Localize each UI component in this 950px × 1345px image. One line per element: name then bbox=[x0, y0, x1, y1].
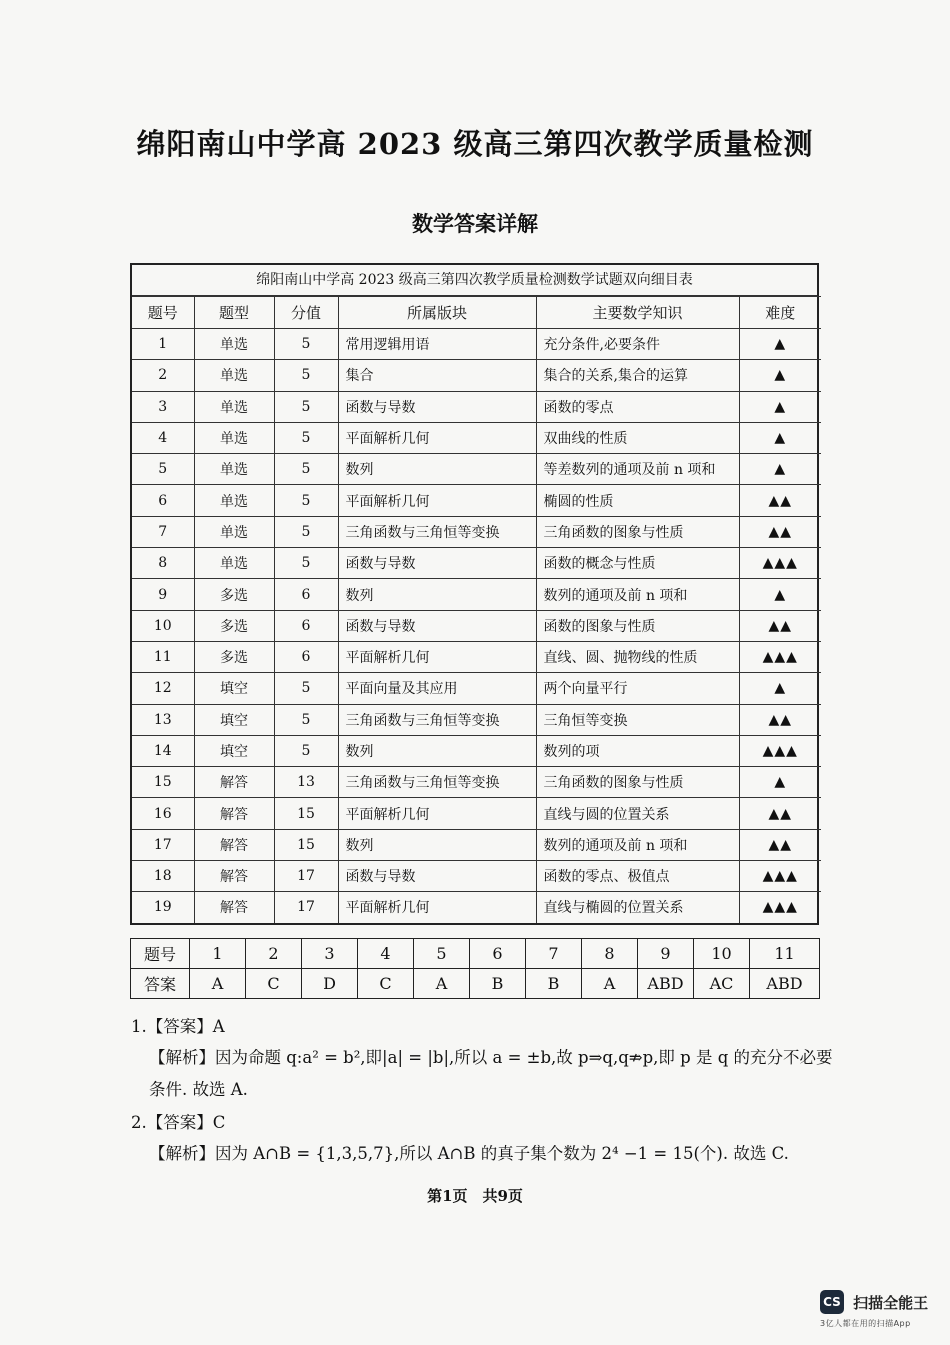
answer-question-number: 4 bbox=[358, 939, 414, 969]
row-section: 函数与导数 bbox=[338, 861, 536, 892]
row-type: 单选 bbox=[194, 454, 274, 485]
watermark-tagline: 3亿人都在用的扫描App bbox=[820, 1319, 911, 1328]
row-section: 平面解析几何 bbox=[338, 485, 536, 516]
answer-label-answer: 答案 bbox=[131, 969, 190, 999]
solution-2-answer: 2.【答案】C bbox=[131, 1113, 226, 1132]
header-type: 题型 bbox=[194, 297, 274, 329]
row-type: 填空 bbox=[194, 704, 274, 735]
table-row bbox=[132, 861, 821, 892]
table-row bbox=[132, 548, 821, 579]
answer-question-row bbox=[131, 939, 820, 969]
answer-value: A bbox=[414, 969, 470, 999]
row-type: 单选 bbox=[194, 360, 274, 391]
solution-2-analysis: 【解析】因为 A∩B = {1,3,5,7},所以 A∩B 的真子集个数为 2⁴ −1 = 15(个). 故选 C. bbox=[149, 1144, 789, 1163]
answer-label-question: 题号 bbox=[131, 939, 190, 969]
row-section: 函数与导数 bbox=[338, 391, 536, 422]
answer-value-row bbox=[131, 969, 820, 999]
row-type: 解答 bbox=[194, 892, 274, 923]
row-difficulty: ▲▲▲ bbox=[739, 735, 821, 766]
solution-1-analysis-cont: 条件. 故选 A. bbox=[149, 1080, 248, 1099]
answer-question-number: 5 bbox=[414, 939, 470, 969]
answer-value: ABD bbox=[750, 969, 820, 999]
row-type: 解答 bbox=[194, 861, 274, 892]
row-type: 多选 bbox=[194, 610, 274, 641]
row-knowledge: 等差数列的通项及前 n 项和 bbox=[536, 454, 739, 485]
row-number: 11 bbox=[132, 641, 194, 672]
row-difficulty: ▲ bbox=[739, 422, 821, 453]
row-score: 5 bbox=[274, 673, 338, 704]
answer-value: A bbox=[190, 969, 246, 999]
answer-question-number: 9 bbox=[638, 939, 694, 969]
table-row bbox=[132, 610, 821, 641]
row-type: 解答 bbox=[194, 767, 274, 798]
row-score: 5 bbox=[274, 735, 338, 766]
row-score: 15 bbox=[274, 798, 338, 829]
row-number: 2 bbox=[132, 360, 194, 391]
row-score: 5 bbox=[274, 360, 338, 391]
row-knowledge: 双曲线的性质 bbox=[536, 422, 739, 453]
table-row bbox=[132, 641, 821, 672]
row-section: 数列 bbox=[338, 735, 536, 766]
table-row bbox=[132, 673, 821, 704]
solution-1-answer: 1.【答案】A bbox=[131, 1017, 225, 1036]
row-section: 三角函数与三角恒等变换 bbox=[338, 767, 536, 798]
row-score: 5 bbox=[274, 485, 338, 516]
row-type: 单选 bbox=[194, 391, 274, 422]
row-section: 三角函数与三角恒等变换 bbox=[338, 516, 536, 547]
row-number: 15 bbox=[132, 767, 194, 798]
answer-question-number: 10 bbox=[694, 939, 750, 969]
row-number: 3 bbox=[132, 391, 194, 422]
answer-value: B bbox=[526, 969, 582, 999]
row-difficulty: ▲▲▲ bbox=[739, 892, 821, 923]
table-row bbox=[132, 704, 821, 735]
row-type: 填空 bbox=[194, 673, 274, 704]
row-number: 8 bbox=[132, 548, 194, 579]
row-section: 平面向量及其应用 bbox=[338, 673, 536, 704]
row-knowledge: 直线与椭圆的位置关系 bbox=[536, 892, 739, 923]
row-knowledge: 集合的关系,集合的运算 bbox=[536, 360, 739, 391]
row-knowledge: 数列的通项及前 n 项和 bbox=[536, 579, 739, 610]
row-score: 5 bbox=[274, 548, 338, 579]
row-type: 单选 bbox=[194, 516, 274, 547]
row-section: 平面解析几何 bbox=[338, 892, 536, 923]
row-knowledge: 直线与圆的位置关系 bbox=[536, 798, 739, 829]
row-knowledge: 直线、圆、抛物线的性质 bbox=[536, 641, 739, 672]
answer-question-number: 1 bbox=[190, 939, 246, 969]
table-row bbox=[132, 360, 821, 391]
row-type: 多选 bbox=[194, 579, 274, 610]
row-knowledge: 函数的零点 bbox=[536, 391, 739, 422]
row-number: 10 bbox=[132, 610, 194, 641]
row-score: 13 bbox=[274, 767, 338, 798]
table-row bbox=[132, 422, 821, 453]
row-score: 17 bbox=[274, 892, 338, 923]
row-section: 数列 bbox=[338, 829, 536, 860]
row-section: 平面解析几何 bbox=[338, 641, 536, 672]
row-score: 5 bbox=[274, 516, 338, 547]
table-row bbox=[132, 485, 821, 516]
row-number: 14 bbox=[132, 735, 194, 766]
scanner-watermark bbox=[820, 1290, 928, 1329]
row-difficulty: ▲▲ bbox=[739, 798, 821, 829]
row-score: 5 bbox=[274, 704, 338, 735]
table-row bbox=[132, 579, 821, 610]
row-number: 1 bbox=[132, 329, 194, 360]
spec-table-caption: 绵阳南山中学高 2023 级高三第四次教学质量检测数学试题双向细目表 bbox=[132, 265, 817, 296]
table-row bbox=[132, 516, 821, 547]
answer-value: B bbox=[470, 969, 526, 999]
row-type: 多选 bbox=[194, 641, 274, 672]
header-score: 分值 bbox=[274, 297, 338, 329]
page-footer: 第1页 共9页 bbox=[427, 1187, 523, 1205]
row-type: 单选 bbox=[194, 329, 274, 360]
table-row bbox=[132, 892, 821, 923]
row-section: 集合 bbox=[338, 360, 536, 391]
row-section: 函数与导数 bbox=[338, 610, 536, 641]
table-row bbox=[132, 767, 821, 798]
row-knowledge: 数列的项 bbox=[536, 735, 739, 766]
row-type: 单选 bbox=[194, 548, 274, 579]
answer-question-number: 6 bbox=[470, 939, 526, 969]
row-section: 常用逻辑用语 bbox=[338, 329, 536, 360]
answer-value: AC bbox=[694, 969, 750, 999]
row-section: 函数与导数 bbox=[338, 548, 536, 579]
row-section: 数列 bbox=[338, 579, 536, 610]
row-number: 4 bbox=[132, 422, 194, 453]
row-number: 16 bbox=[132, 798, 194, 829]
answer-value: D bbox=[302, 969, 358, 999]
header-number: 题号 bbox=[132, 297, 194, 329]
row-number: 12 bbox=[132, 673, 194, 704]
answer-value: ABD bbox=[638, 969, 694, 999]
row-difficulty: ▲ bbox=[739, 360, 821, 391]
row-number: 18 bbox=[132, 861, 194, 892]
camscanner-logo-icon: CS bbox=[820, 1290, 844, 1314]
row-number: 5 bbox=[132, 454, 194, 485]
header-difficulty: 难度 bbox=[739, 297, 821, 329]
answer-question-number: 3 bbox=[302, 939, 358, 969]
row-knowledge: 三角恒等变换 bbox=[536, 704, 739, 735]
row-difficulty: ▲ bbox=[739, 329, 821, 360]
answer-value: C bbox=[358, 969, 414, 999]
answer-question-number: 7 bbox=[526, 939, 582, 969]
table-row bbox=[132, 735, 821, 766]
row-type: 填空 bbox=[194, 735, 274, 766]
table-row bbox=[132, 829, 821, 860]
answer-question-number: 8 bbox=[582, 939, 638, 969]
row-knowledge: 函数的图象与性质 bbox=[536, 610, 739, 641]
answer-question-number: 2 bbox=[246, 939, 302, 969]
spec-table-body bbox=[132, 329, 821, 923]
spec-table-grid bbox=[132, 296, 821, 923]
row-difficulty: ▲▲ bbox=[739, 485, 821, 516]
row-number: 7 bbox=[132, 516, 194, 547]
row-number: 17 bbox=[132, 829, 194, 860]
row-number: 9 bbox=[132, 579, 194, 610]
row-knowledge: 两个向量平行 bbox=[536, 673, 739, 704]
row-knowledge: 数列的通项及前 n 项和 bbox=[536, 829, 739, 860]
document-subtitle: 数学答案详解 bbox=[412, 211, 538, 236]
row-knowledge: 三角函数的图象与性质 bbox=[536, 767, 739, 798]
row-number: 13 bbox=[132, 704, 194, 735]
answer-value: C bbox=[246, 969, 302, 999]
row-number: 19 bbox=[132, 892, 194, 923]
row-number: 6 bbox=[132, 485, 194, 516]
row-type: 解答 bbox=[194, 798, 274, 829]
row-knowledge: 充分条件,必要条件 bbox=[536, 329, 739, 360]
table-row bbox=[132, 391, 821, 422]
row-score: 5 bbox=[274, 391, 338, 422]
row-difficulty: ▲▲ bbox=[739, 610, 821, 641]
row-score: 6 bbox=[274, 610, 338, 641]
row-type: 解答 bbox=[194, 829, 274, 860]
row-score: 15 bbox=[274, 829, 338, 860]
answer-table bbox=[130, 938, 819, 999]
row-section: 三角函数与三角恒等变换 bbox=[338, 704, 536, 735]
document-title: 绵阳南山中学高 2023 级高三第四次教学质量检测 bbox=[136, 127, 814, 161]
spec-table bbox=[130, 263, 819, 925]
row-type: 单选 bbox=[194, 485, 274, 516]
table-row bbox=[132, 454, 821, 485]
row-knowledge: 三角函数的图象与性质 bbox=[536, 516, 739, 547]
row-difficulty: ▲▲▲ bbox=[739, 548, 821, 579]
row-score: 17 bbox=[274, 861, 338, 892]
row-knowledge: 函数的零点、极值点 bbox=[536, 861, 739, 892]
answer-question-number: 11 bbox=[750, 939, 820, 969]
row-difficulty: ▲▲▲ bbox=[739, 641, 821, 672]
table-row bbox=[132, 329, 821, 360]
row-knowledge: 函数的概念与性质 bbox=[536, 548, 739, 579]
row-type: 单选 bbox=[194, 422, 274, 453]
row-score: 5 bbox=[274, 329, 338, 360]
row-score: 6 bbox=[274, 641, 338, 672]
row-knowledge: 椭圆的性质 bbox=[536, 485, 739, 516]
spec-table-header-row bbox=[132, 297, 821, 329]
watermark-name: 扫描全能王 bbox=[853, 1293, 929, 1312]
row-difficulty: ▲▲ bbox=[739, 704, 821, 735]
row-difficulty: ▲▲ bbox=[739, 829, 821, 860]
row-score: 5 bbox=[274, 454, 338, 485]
row-difficulty: ▲ bbox=[739, 391, 821, 422]
row-difficulty: ▲▲ bbox=[739, 516, 821, 547]
row-difficulty: ▲ bbox=[739, 454, 821, 485]
solution-1-analysis: 【解析】因为命题 q:a² = b²,即|a| = |b|,所以 a = ±b,故 p⇒q,q⇏p,即 p 是 q 的充分不必要 bbox=[149, 1048, 833, 1067]
header-knowledge: 主要数学知识 bbox=[536, 297, 739, 329]
header-section: 所属版块 bbox=[338, 297, 536, 329]
row-section: 平面解析几何 bbox=[338, 422, 536, 453]
answer-table-grid bbox=[130, 938, 820, 999]
row-score: 6 bbox=[274, 579, 338, 610]
row-difficulty: ▲ bbox=[739, 767, 821, 798]
row-section: 平面解析几何 bbox=[338, 798, 536, 829]
answer-value: A bbox=[582, 969, 638, 999]
row-difficulty: ▲ bbox=[739, 673, 821, 704]
row-score: 5 bbox=[274, 422, 338, 453]
table-row bbox=[132, 798, 821, 829]
row-difficulty: ▲ bbox=[739, 579, 821, 610]
row-section: 数列 bbox=[338, 454, 536, 485]
row-difficulty: ▲▲▲ bbox=[739, 861, 821, 892]
